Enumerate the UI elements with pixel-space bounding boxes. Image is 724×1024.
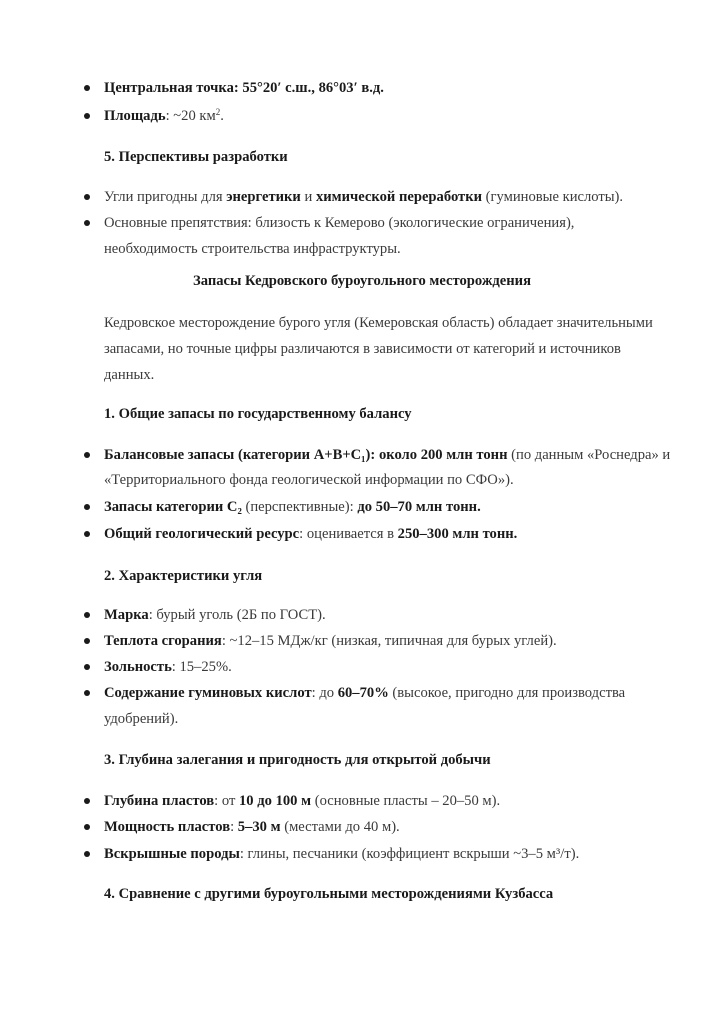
list-item: Общий геологический ресурс: оценивается в 250–300 млн тонн. (104, 526, 518, 542)
section-5-title: 5. Перспективы разработки (104, 149, 288, 165)
bullet (84, 85, 90, 91)
document-title: Запасы Кедровского буроугольного месторождения (193, 273, 531, 289)
section-1-title: 1. Общие запасы по государственному балансу (104, 406, 412, 422)
list-item-continuation: «Территориального фонда геологической информации по СФО»). (104, 472, 514, 488)
coords-value: 55°20′ с.ш., 86°03′ в.д. (242, 80, 384, 96)
intro-paragraph-line: данных. (104, 367, 155, 383)
intro-paragraph-line: запасами, но точные цифры различаются в зависимости от категорий и источников (104, 341, 621, 357)
bullet (84, 194, 90, 200)
list-item: Балансовые запасы (категории A+B+C₁): около 200 млн тонн (по данным «Роснедра» и (104, 447, 671, 463)
coords-label: Центральная точка (104, 80, 234, 96)
list-item: Марка: бурый уголь (2Б по ГОСТ). (104, 607, 326, 623)
list-item: Вскрышные породы: глины, песчаники (коэффициент вскрыши ~3–5 м³/т). (104, 846, 580, 862)
list-item: Содержание гуминовых кислот: до 60–70% (высокое, пригодно для производства (104, 685, 626, 701)
intro-paragraph-line: Кедровское месторождение бурого угля (Кемеровская область) обладает значительными (104, 315, 653, 331)
section-3-title: 3. Глубина залегания и пригодность для открытой добычи (104, 752, 491, 768)
bullet (84, 798, 90, 804)
bullet (84, 531, 90, 537)
area-value: ~20 км (173, 108, 216, 124)
list-item-continuation: удобрений). (104, 711, 179, 727)
list-item: Теплота сгорания: ~12–15 МДж/кг (низкая, типичная для бурых углей). (104, 633, 557, 649)
list-item-coords: Центральная точка: 55°20′ с.ш., 86°03′ в.д. (104, 80, 384, 96)
list-item: Глубина пластов: от 10 до 100 м (основные пласты – 20–50 м). (104, 793, 501, 809)
bullet (84, 220, 90, 226)
bullet (84, 851, 90, 857)
bullet (84, 664, 90, 670)
bullet (84, 824, 90, 830)
list-item: Основные препятствия: близость к Кемерово (экологические ограничения), (104, 215, 575, 231)
list-item: Зольность: 15–25%. (104, 659, 232, 675)
bullet (84, 690, 90, 696)
bullet (84, 452, 90, 458)
bullet (84, 638, 90, 644)
list-item: Угли пригодны для энергетики и химической переработки (гуминовые кислоты). (104, 189, 624, 205)
bullet (84, 113, 90, 119)
list-item-continuation: необходимость строительства инфраструктуры. (104, 241, 401, 257)
bullet (84, 612, 90, 618)
section-2-title: 2. Характеристики угля (104, 568, 263, 584)
list-item: Мощность пластов: 5–30 м (местами до 40 м). (104, 819, 400, 835)
area-label: Площадь (104, 108, 166, 124)
bullet (84, 504, 90, 510)
list-item-area: Площадь: ~20 $км^2$. (104, 107, 224, 124)
section-4-title: 4. Сравнение с другими буроугольными месторождениями Кузбасса (104, 886, 554, 902)
list-item: Запасы категории C₂ (перспективные): до 50–70 млн тонн. (104, 499, 481, 515)
